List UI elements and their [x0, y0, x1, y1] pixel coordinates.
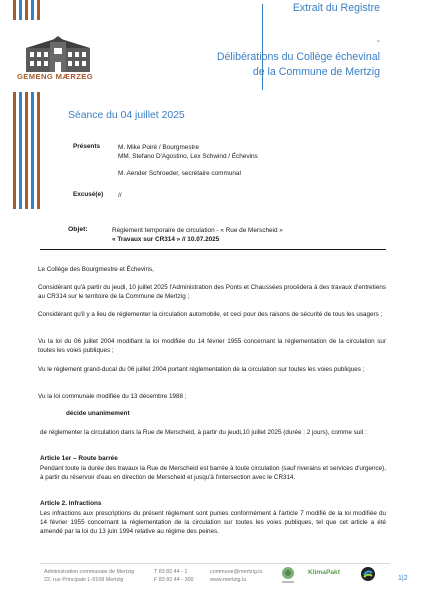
paragraph-intro: Le Collège des Bourgmestre et Échevins, — [38, 266, 154, 273]
document-title: Extrait du Registre — [292, 2, 380, 14]
seance-date: Séance du 04 juillet 2025 — [68, 110, 185, 121]
footer-website[interactable]: www.mertzig.lu — [210, 577, 247, 583]
document-subtitle-line1: Délibérations du Collège échevinal — [216, 51, 380, 63]
paragraph-considerant-2: Considérant qu'il y a lieu de réglementer la circulation automobile, et ceci pour des raisons de sécurité de tous les usagers ; — [38, 311, 383, 318]
objet-divider — [40, 249, 386, 250]
paragraph-vu-reglement: Vu le règlement grand-ducal du 06 juillet 2004 portant réglementation de la circulation sur toutes les voies publiques ; — [38, 366, 365, 373]
presents-label: Présents — [73, 143, 100, 150]
paragraph-vu-loi-communale: Vu la loi communale modifiée du 13 décembre 1988 ; — [38, 393, 187, 400]
title-dash: - — [376, 36, 380, 47]
partner-logo-icon — [280, 566, 296, 584]
excuses-value: // — [118, 192, 122, 199]
page-number: 1|2 — [398, 575, 408, 582]
article1-title: Article 1er – Route barrée — [40, 455, 118, 462]
decorative-bars-top — [12, 0, 48, 20]
brand-name: GEMENG MÆRZEG — [17, 72, 94, 81]
paragraph-decision: de réglementer la circulation dans la Rue de Merscheid, à partir du jeudi,10 juillet 2025 (durée : 2 jours), comme suit : — [40, 429, 367, 436]
article2-title: Article 2. Infractions — [40, 500, 102, 507]
article2-text: Les infractions aux prescriptions du présent règlement sont punies conformément à l'article 7 modifié de la loi modifiée du 14 février 1955 concernant la réglementation de la circulation sur toutes les voies publiques, tel que cet article a été amendé par la loi du 13 juin 1994 relative au régime des peines. — [40, 510, 386, 535]
decision-heading: décide unanimement — [66, 410, 130, 417]
decorative-bars-side — [12, 92, 48, 209]
klimapakt-logo: KlimaPakt — [308, 569, 340, 576]
fairtrade-icon — [360, 566, 376, 584]
footer-email[interactable]: commune@mertzig.lu — [210, 569, 263, 575]
town-hall-logo — [26, 34, 90, 74]
footer-fax: F 83 82 44 - 300 — [154, 577, 194, 583]
excuses-label: Excusé(e) — [73, 191, 104, 198]
footer-divider — [40, 563, 390, 564]
footer-address: 22, rue Principale L-9168 Mertzig — [44, 577, 124, 583]
document-subtitle-line2: de la Commune de Mertzig — [252, 66, 380, 78]
article1-text: Pendant toute la durée des travaux la Rue de Merscheid est barrée à toute circulation (sauf riverains et services d'urgence), à partir du réservoir d'eau en direction de Merscheid et jusqu'à l'intersection avec le CR314. — [40, 465, 386, 481]
paragraph-vu-loi-2004: Vu la loi du 06 juillet 2004 modifiant la loi modifiée du 14 février 1955 concernant la réglementation de la circulation sur toutes les voies publiques ; — [38, 338, 386, 354]
footer-admin: Administration communale de Mertzig — [44, 569, 135, 575]
footer-tel: T 83 82 44 - 1 — [154, 569, 188, 575]
presents-line2: MM. Stefano D'Agostino, Lex Schwind / Échevins — [118, 153, 258, 160]
presents-line1: M. Mike Poiré / Bourgmestre — [118, 144, 199, 151]
objet-line1: Règlement temporaire de circulation - « Rue de Merscheid » — [112, 227, 283, 234]
objet-line2: « Travaux sur CR314 » // 10.07.2025 — [112, 236, 220, 243]
presents-line3: M. Aender Schroeder, secrétaire communal — [118, 170, 241, 177]
paragraph-considerant-1: Considérant qu'à partir du jeudi, 10 juillet 2025 l'Administration des Ponts et Chaussées procédera à des travaux d'entretiens au CR314 sur le territoire de la Commune de Mertzig ; — [38, 284, 386, 300]
objet-label: Objet: — [68, 226, 88, 233]
